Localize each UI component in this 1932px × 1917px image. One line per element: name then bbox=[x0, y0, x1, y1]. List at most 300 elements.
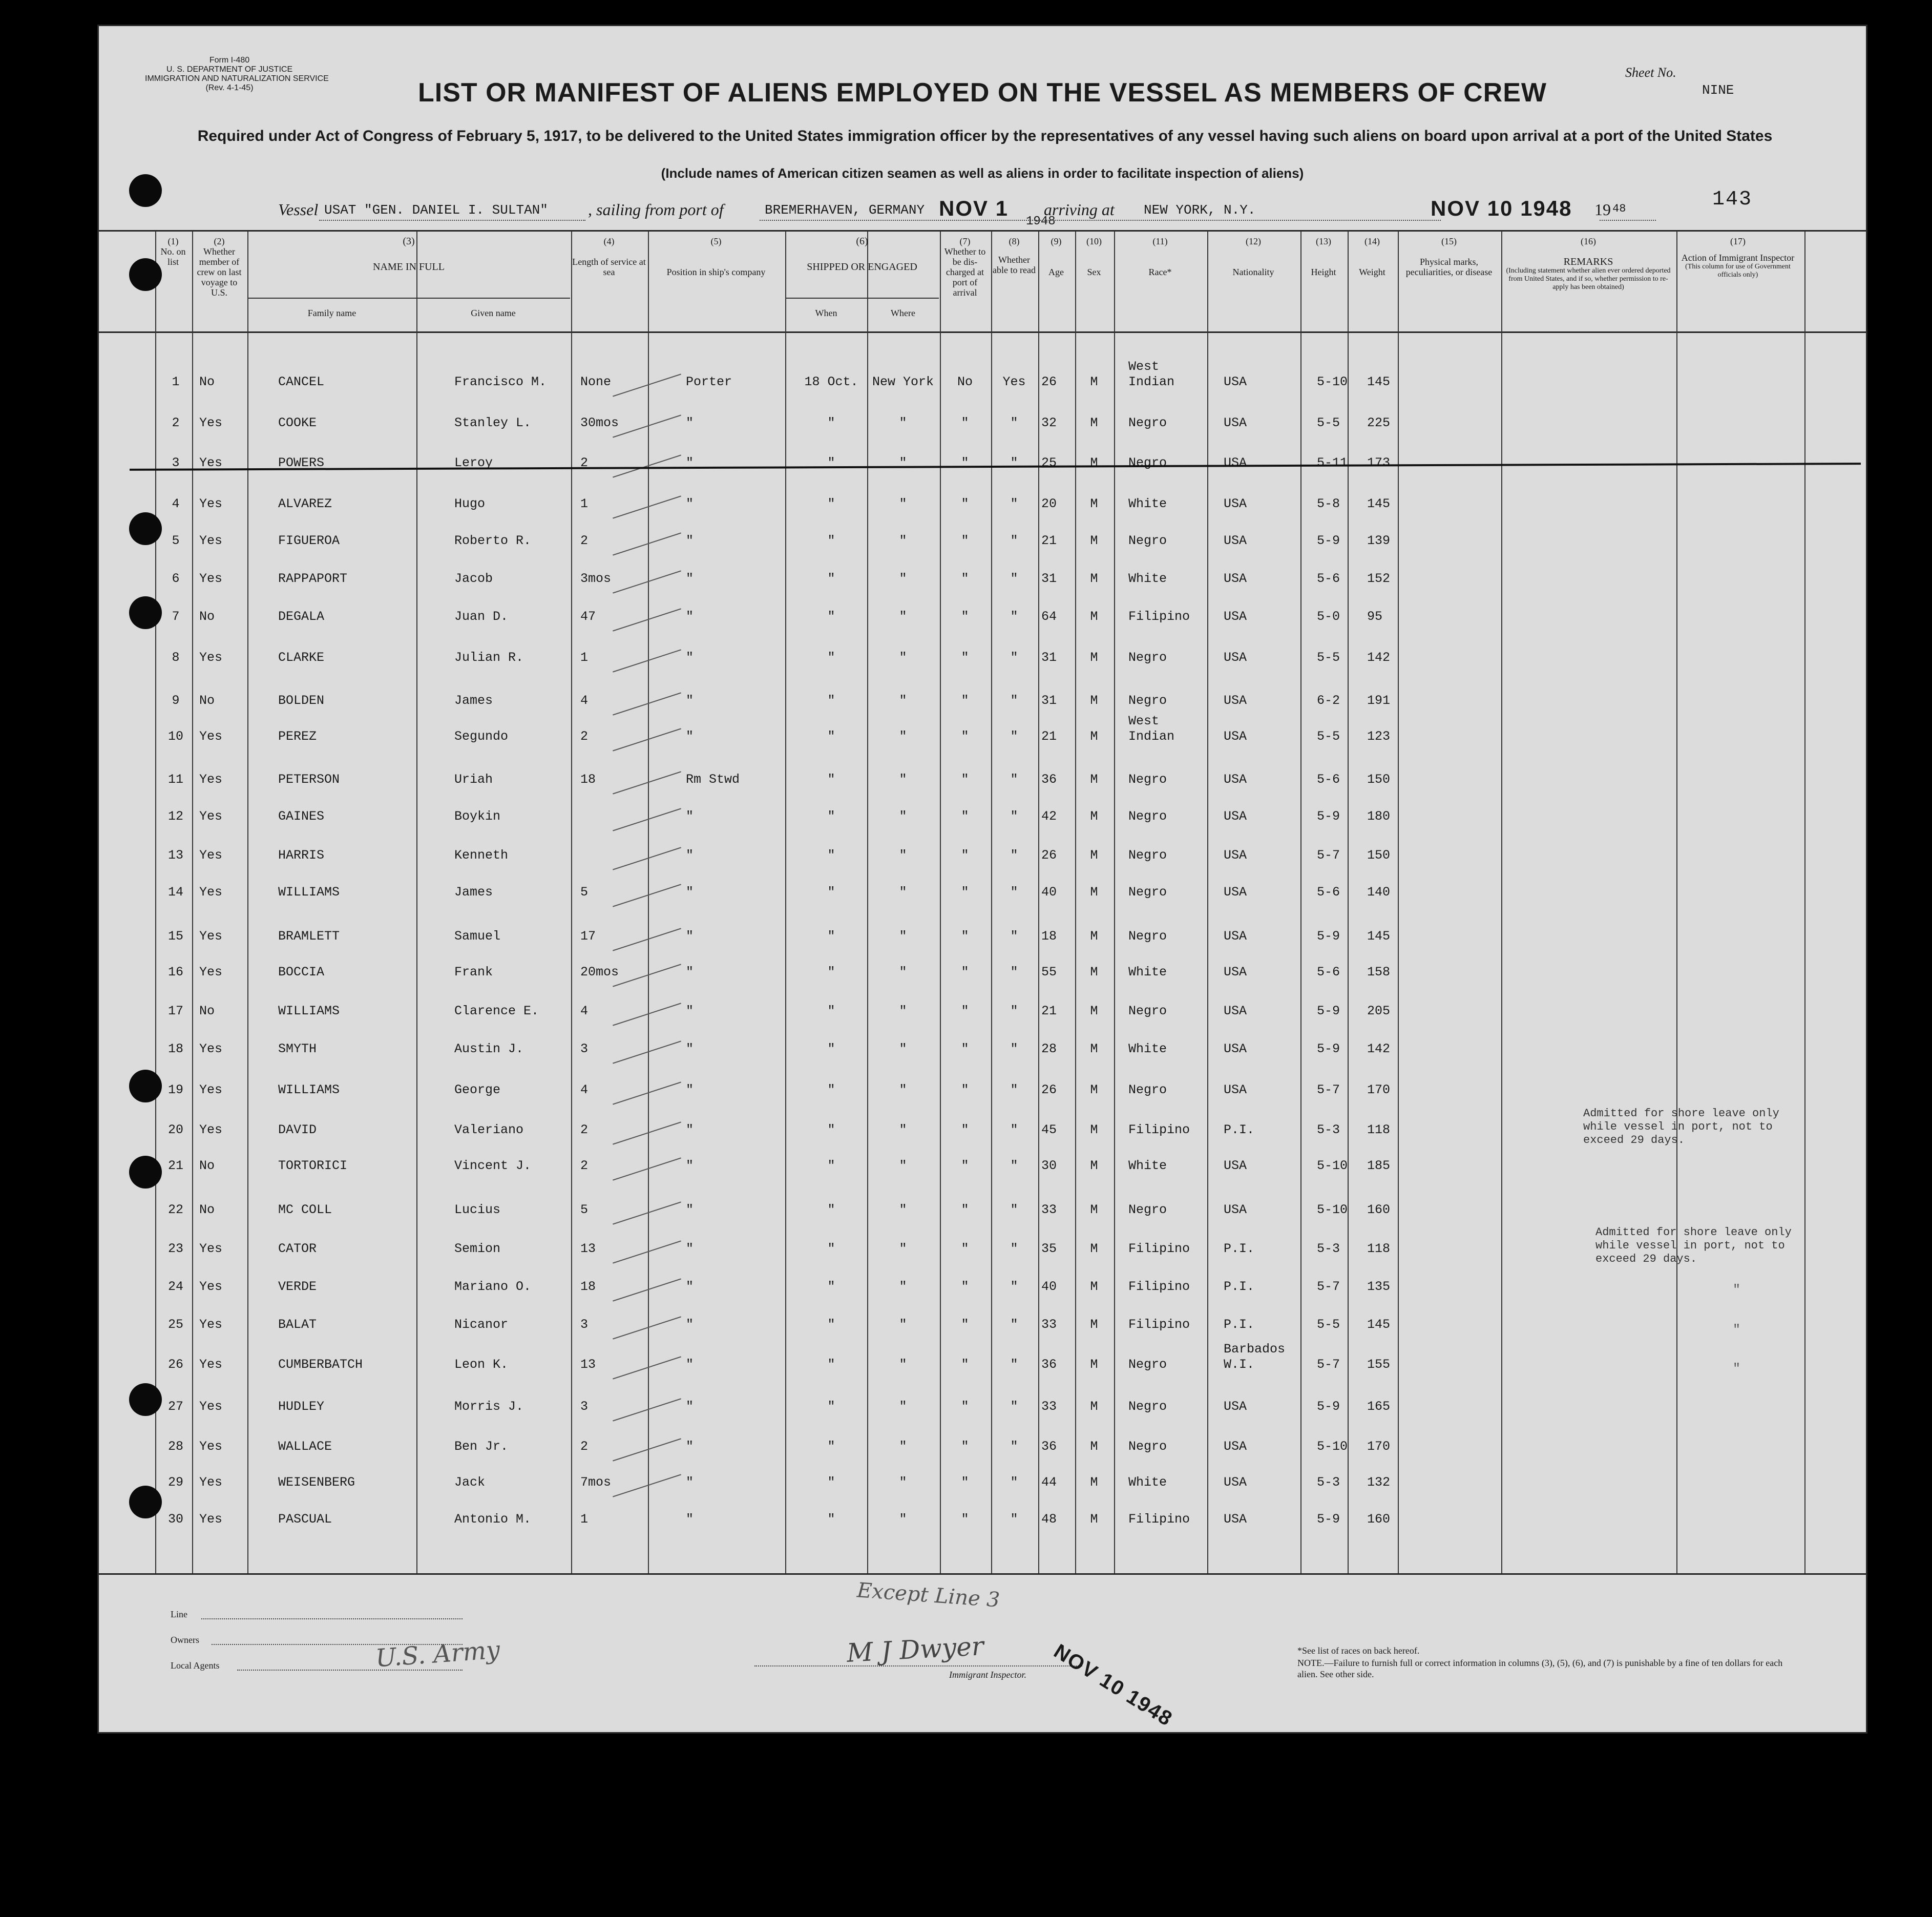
cell-disch: " bbox=[961, 1279, 969, 1294]
cell-prev: No bbox=[199, 1004, 215, 1018]
col-3-header: (3) NAME IN FULL bbox=[373, 236, 445, 273]
cell-disch: " bbox=[961, 693, 969, 708]
cell-race: Negro bbox=[1128, 533, 1167, 548]
cell-race: Filipino bbox=[1128, 1279, 1190, 1294]
cell-no: 28 bbox=[167, 1439, 183, 1454]
cell-given: Nicanor bbox=[454, 1317, 509, 1332]
cell-family: VERDE bbox=[278, 1279, 317, 1294]
cell-weight: 185 bbox=[1367, 1158, 1391, 1173]
cell-age: 32 bbox=[1041, 415, 1057, 430]
cell-family: CLARKE bbox=[278, 650, 325, 665]
cell-no: 29 bbox=[167, 1475, 183, 1490]
cell-when: " bbox=[827, 885, 835, 900]
cell-no: 23 bbox=[167, 1241, 183, 1256]
owners-label: Owners bbox=[171, 1635, 199, 1645]
port-from: BREMERHAVEN, GERMANY bbox=[765, 202, 925, 218]
cell-weight: 152 bbox=[1367, 571, 1391, 586]
col-15-header: (15) Physical marks, peculiarities, or disease bbox=[1405, 236, 1493, 277]
col-10-header: (10) Sex bbox=[1086, 236, 1102, 277]
cell-no: 4 bbox=[172, 496, 180, 511]
cell-race: White bbox=[1128, 965, 1167, 980]
cell-disch: " bbox=[961, 1082, 969, 1097]
cell-age: 26 bbox=[1041, 848, 1057, 863]
cell-nat: USA bbox=[1224, 1439, 1247, 1454]
port-to: NEW YORK, N.Y. bbox=[1144, 202, 1256, 218]
cell-nat: USA bbox=[1224, 848, 1247, 863]
cell-family: ALVAREZ bbox=[278, 496, 332, 511]
cell-race: Negro bbox=[1128, 1439, 1167, 1454]
cell-family: WILLIAMS bbox=[278, 885, 340, 900]
cell-read: " bbox=[1010, 693, 1018, 708]
cell-height: 5-7 bbox=[1317, 848, 1340, 863]
cell-race: Negro bbox=[1128, 929, 1167, 944]
cell-sex: M bbox=[1090, 415, 1098, 430]
cell-race: White bbox=[1128, 496, 1167, 511]
cell-position: " bbox=[686, 1475, 694, 1490]
cell-prev: Yes bbox=[199, 1357, 223, 1372]
cell-position: " bbox=[686, 929, 694, 944]
cell-height: 5-5 bbox=[1317, 415, 1340, 430]
col-2-header: (2) Whether member of crew on last voyage to U.S. bbox=[197, 236, 242, 298]
year-printed: 19 bbox=[1594, 200, 1611, 219]
arriving-label: arriving at bbox=[1044, 200, 1115, 219]
cell-disch: " bbox=[961, 729, 969, 744]
cell-nat: USA bbox=[1224, 965, 1247, 980]
cell-age: 55 bbox=[1041, 965, 1057, 980]
cell-race: Negro bbox=[1128, 1202, 1167, 1217]
cell-given: Segundo bbox=[454, 729, 509, 744]
cell-family: BALAT bbox=[278, 1317, 317, 1332]
cell-position: " bbox=[686, 1317, 694, 1332]
cell-weight: 155 bbox=[1367, 1357, 1391, 1372]
date-stamp-2: NOV 10 1948 bbox=[1431, 196, 1572, 220]
col-16-header: (16) REMARKS (Including statement whether alien ever ordered deported from United States, and if so, whether permission to re-apply has been obtained) bbox=[1506, 236, 1671, 291]
cell-family: HARRIS bbox=[278, 848, 325, 863]
cell-weight: 225 bbox=[1367, 415, 1391, 430]
cell-race: Negro bbox=[1128, 1357, 1167, 1372]
col-9-header: (9) Age bbox=[1048, 236, 1064, 277]
cell-service: 3 bbox=[580, 1041, 589, 1056]
cell-nat: USA bbox=[1224, 1158, 1247, 1173]
cell-sex: M bbox=[1090, 965, 1098, 980]
cell-no: 18 bbox=[167, 1041, 183, 1056]
cell-when: 18 Oct. bbox=[804, 374, 858, 389]
cell-where: " bbox=[899, 965, 907, 980]
cell-nat: USA bbox=[1224, 650, 1247, 665]
cell-given: George bbox=[454, 1082, 501, 1097]
cell-no: 20 bbox=[167, 1122, 183, 1137]
cell-height: 6-2 bbox=[1317, 693, 1340, 708]
ditto-mark: " bbox=[1733, 1361, 1741, 1376]
cell-read: " bbox=[1010, 1439, 1018, 1454]
cell-height: 5-5 bbox=[1317, 729, 1340, 744]
cell-prev: Yes bbox=[199, 1439, 223, 1454]
cell-age: 48 bbox=[1041, 1512, 1057, 1527]
cell-given: Valeriano bbox=[454, 1122, 524, 1137]
cell-prev: Yes bbox=[199, 965, 223, 980]
cell-no: 1 bbox=[172, 374, 180, 389]
cell-race: Negro bbox=[1128, 1082, 1167, 1097]
cell-family: PETERSON bbox=[278, 772, 340, 787]
vessel-label: Vessel bbox=[278, 200, 319, 219]
cell-nat: USA bbox=[1224, 1399, 1247, 1414]
cell-disch: " bbox=[961, 965, 969, 980]
cell-given: Kenneth bbox=[454, 848, 509, 863]
cell-no: 25 bbox=[167, 1317, 183, 1332]
cell-disch: " bbox=[961, 1439, 969, 1454]
cell-disch: " bbox=[961, 1399, 969, 1414]
form-dept: U. S. DEPARTMENT OF JUSTICE bbox=[166, 65, 293, 74]
cell-prev: No bbox=[199, 374, 215, 389]
cell-no: 17 bbox=[167, 1004, 183, 1018]
cell-prev: Yes bbox=[199, 533, 223, 548]
cell-no: 8 bbox=[172, 650, 180, 665]
cell-height: 5-3 bbox=[1317, 1122, 1340, 1137]
cell-position: " bbox=[686, 1004, 694, 1018]
cell-disch: " bbox=[961, 1158, 969, 1173]
sheet-number: NINE bbox=[1702, 82, 1734, 98]
cell-sex: M bbox=[1090, 772, 1098, 787]
cell-no: 19 bbox=[167, 1082, 183, 1097]
cell-no: 11 bbox=[167, 772, 183, 787]
cell-position: Porter bbox=[686, 374, 732, 389]
cell-given: Morris J. bbox=[454, 1399, 524, 1414]
cell-no: 6 bbox=[172, 571, 180, 586]
cell-height: 5-3 bbox=[1317, 1475, 1340, 1490]
cell-nat: USA bbox=[1224, 533, 1247, 548]
cell-position: " bbox=[686, 1279, 694, 1294]
cell-height: 5-6 bbox=[1317, 772, 1340, 787]
cell-given: Stanley L. bbox=[454, 415, 532, 430]
cell-where: " bbox=[899, 929, 907, 944]
cell-where: " bbox=[899, 1202, 907, 1217]
cell-where: New York bbox=[872, 374, 934, 389]
col-4-header: (4) Length of service at sea bbox=[572, 236, 646, 277]
cell-where: " bbox=[899, 1399, 907, 1414]
cell-sex: M bbox=[1090, 1439, 1098, 1454]
cell-race: White bbox=[1128, 571, 1167, 586]
cell-race: Negro bbox=[1128, 885, 1167, 900]
cell-prev: Yes bbox=[199, 772, 223, 787]
cell-service: 2 bbox=[580, 1158, 589, 1173]
cell-height: 5-9 bbox=[1317, 1004, 1340, 1018]
vessel-name: USAT "GEN. DANIEL I. SULTAN" bbox=[324, 202, 548, 218]
cell-when: " bbox=[827, 1122, 835, 1137]
cell-prev: Yes bbox=[199, 496, 223, 511]
cell-where: " bbox=[899, 693, 907, 708]
cell-height: 5-8 bbox=[1317, 496, 1340, 511]
cell-sex: M bbox=[1090, 374, 1098, 389]
col-1-header: (1) No. on list bbox=[160, 236, 186, 267]
cell-prev: Yes bbox=[199, 848, 223, 863]
agents-label: Local Agents bbox=[171, 1660, 220, 1671]
cell-prev: Yes bbox=[199, 1512, 223, 1527]
cell-weight: 150 bbox=[1367, 772, 1391, 787]
cell-family: BOLDEN bbox=[278, 693, 325, 708]
cell-given: Roberto R. bbox=[454, 533, 532, 548]
cell-service: 17 bbox=[580, 929, 596, 944]
cell-sex: M bbox=[1090, 1082, 1098, 1097]
cell-height: 5-6 bbox=[1317, 965, 1340, 980]
remark-stamp: Admitted for shore leave only while vessel in port, not to exceed 29 days. bbox=[1595, 1226, 1792, 1265]
cell-family: CANCEL bbox=[278, 374, 325, 389]
cell-where: " bbox=[899, 415, 907, 430]
cell-given: Jack bbox=[454, 1475, 486, 1490]
cell-position: " bbox=[686, 1439, 694, 1454]
cell-prev: No bbox=[199, 1158, 215, 1173]
cell-height: 5-5 bbox=[1317, 650, 1340, 665]
cell-service: 13 bbox=[580, 1357, 596, 1372]
cell-age: 35 bbox=[1041, 1241, 1057, 1256]
cell-no: 16 bbox=[167, 965, 183, 980]
cell-when: " bbox=[827, 1241, 835, 1256]
cell-family: CATOR bbox=[278, 1241, 317, 1256]
cell-disch: " bbox=[961, 772, 969, 787]
sheet-label: Sheet No. bbox=[1625, 65, 1676, 80]
cell-race: White bbox=[1128, 1041, 1167, 1056]
cell-service: 3mos bbox=[580, 571, 612, 586]
cell-service: None bbox=[580, 374, 612, 389]
binder-hole bbox=[129, 1070, 162, 1102]
cell-no: 9 bbox=[172, 693, 180, 708]
cell-where: " bbox=[899, 609, 907, 624]
cell-when: " bbox=[827, 1004, 835, 1018]
cell-age: 36 bbox=[1041, 772, 1057, 787]
cell-no: 22 bbox=[167, 1202, 183, 1217]
cell-read: " bbox=[1010, 1241, 1018, 1256]
cell-weight: 180 bbox=[1367, 809, 1391, 824]
cell-age: 26 bbox=[1041, 374, 1057, 389]
cell-weight: 145 bbox=[1367, 1317, 1391, 1332]
cell-position: Rm Stwd bbox=[686, 772, 740, 787]
cell-weight: 118 bbox=[1367, 1122, 1391, 1137]
form-service: IMMIGRATION AND NATURALIZATION SERVICE bbox=[145, 74, 329, 83]
cell-race: Negro bbox=[1128, 693, 1167, 708]
cell-sex: M bbox=[1090, 1158, 1098, 1173]
line-label: Line bbox=[171, 1609, 187, 1619]
cell-nat: USA bbox=[1224, 415, 1247, 430]
cell-read: " bbox=[1010, 1082, 1018, 1097]
cell-read: " bbox=[1010, 1475, 1018, 1490]
cell-position: " bbox=[686, 1357, 694, 1372]
cell-where: " bbox=[899, 1439, 907, 1454]
cell-race: Negro bbox=[1128, 455, 1167, 470]
cell-where: " bbox=[899, 772, 907, 787]
cell-prev: No bbox=[199, 1202, 215, 1217]
cell-race: Negro bbox=[1128, 415, 1167, 430]
cell-sex: M bbox=[1090, 693, 1098, 708]
cell-no: 2 bbox=[172, 415, 180, 430]
cell-position: " bbox=[686, 1512, 694, 1527]
cell-sex: M bbox=[1090, 1004, 1098, 1018]
cell-nat: USA bbox=[1224, 1004, 1247, 1018]
cell-where: " bbox=[899, 533, 907, 548]
cell-height: 5-9 bbox=[1317, 809, 1340, 824]
cell-prev: Yes bbox=[199, 885, 223, 900]
cell-nat: USA bbox=[1224, 1475, 1247, 1490]
cell-disch: " bbox=[961, 929, 969, 944]
cell-race: Filipino bbox=[1128, 1317, 1190, 1332]
cell-position: " bbox=[686, 1158, 694, 1173]
cell-where: " bbox=[899, 1241, 907, 1256]
year-typed: 48 bbox=[1612, 202, 1626, 215]
cell-disch: No bbox=[957, 374, 973, 389]
cell-given: Ben Jr. bbox=[454, 1439, 509, 1454]
cell-prev: Yes bbox=[199, 809, 223, 824]
cell-read: " bbox=[1010, 1202, 1018, 1217]
cell-service: 2 bbox=[580, 729, 589, 744]
ditto-mark: " bbox=[1733, 1322, 1741, 1337]
cell-prev: No bbox=[199, 609, 215, 624]
manifest-sheet bbox=[97, 25, 1867, 1734]
cell-disch: " bbox=[961, 1241, 969, 1256]
cell-prev: No bbox=[199, 693, 215, 708]
cell-age: 20 bbox=[1041, 496, 1057, 511]
sailing-label: , sailing from port of bbox=[588, 200, 724, 219]
cell-no: 21 bbox=[167, 1158, 183, 1173]
binder-hole bbox=[129, 258, 162, 291]
cell-weight: 118 bbox=[1367, 1241, 1391, 1256]
cell-read: " bbox=[1010, 885, 1018, 900]
binder-hole bbox=[129, 174, 162, 207]
cell-where: " bbox=[899, 1158, 907, 1173]
cell-where: " bbox=[899, 571, 907, 586]
cell-age: 40 bbox=[1041, 1279, 1057, 1294]
cell-position: " bbox=[686, 809, 694, 824]
cell-family: BRAMLETT bbox=[278, 929, 340, 944]
cell-disch: " bbox=[961, 848, 969, 863]
cell-sex: M bbox=[1090, 1202, 1098, 1217]
cell-read: " bbox=[1010, 533, 1018, 548]
cell-when: " bbox=[827, 1082, 835, 1097]
cell-read: " bbox=[1010, 415, 1018, 430]
cell-when: " bbox=[827, 693, 835, 708]
cell-sex: M bbox=[1090, 1041, 1098, 1056]
cell-read: " bbox=[1010, 772, 1018, 787]
cell-prev: Yes bbox=[199, 1317, 223, 1332]
cell-position: " bbox=[686, 1082, 694, 1097]
cell-height: 5-10 bbox=[1317, 374, 1348, 389]
cell-family: GAINES bbox=[278, 809, 325, 824]
cell-sex: M bbox=[1090, 533, 1098, 548]
cell-height: 5-9 bbox=[1317, 533, 1340, 548]
cell-service: 18 bbox=[580, 1279, 596, 1294]
cell-given: Jacob bbox=[454, 571, 493, 586]
cell-no: 10 bbox=[167, 729, 183, 744]
cell-when: " bbox=[827, 848, 835, 863]
cell-position: " bbox=[686, 609, 694, 624]
cell-sex: M bbox=[1090, 1399, 1098, 1414]
cell-service: 1 bbox=[580, 650, 589, 665]
cell-prev: Yes bbox=[199, 1399, 223, 1414]
cell-when: " bbox=[827, 1202, 835, 1217]
cell-sex: M bbox=[1090, 650, 1098, 665]
cell-prev: Yes bbox=[199, 729, 223, 744]
cell-age: 40 bbox=[1041, 885, 1057, 900]
cell-disch: " bbox=[961, 533, 969, 548]
cell-position: " bbox=[686, 885, 694, 900]
cell-prev: Yes bbox=[199, 650, 223, 665]
page-title: LIST OR MANIFEST OF ALIENS EMPLOYED ON THE VESSEL AS MEMBERS OF CREW bbox=[418, 78, 1547, 108]
col-5-header: (5) Position in ship's company bbox=[666, 236, 766, 277]
cell-service: 2 bbox=[580, 1122, 589, 1137]
cell-weight: 158 bbox=[1367, 965, 1391, 980]
cell-where: " bbox=[899, 885, 907, 900]
cell-read: " bbox=[1010, 848, 1018, 863]
cell-prev: Yes bbox=[199, 1279, 223, 1294]
cell-where: " bbox=[899, 1004, 907, 1018]
cell-no: 13 bbox=[167, 848, 183, 863]
cell-family: CUMBERBATCH bbox=[278, 1357, 363, 1372]
col-12-header: (12) Nationality bbox=[1232, 236, 1274, 277]
cell-age: 36 bbox=[1041, 1439, 1057, 1454]
cell-where: " bbox=[899, 1041, 907, 1056]
cell-disch: " bbox=[961, 455, 969, 470]
cell-sex: M bbox=[1090, 496, 1098, 511]
cell-disch: " bbox=[961, 650, 969, 665]
cell-weight: 135 bbox=[1367, 1279, 1391, 1294]
cell-age: 31 bbox=[1041, 571, 1057, 586]
cell-nat: USA bbox=[1224, 929, 1247, 944]
cell-age: 21 bbox=[1041, 729, 1057, 744]
cell-given: Samuel bbox=[454, 929, 501, 944]
cell-given: Vincent J. bbox=[454, 1158, 532, 1173]
cell-sex: M bbox=[1090, 1241, 1098, 1256]
cell-position: " bbox=[686, 650, 694, 665]
cell-disch: " bbox=[961, 609, 969, 624]
races-note: *See list of races on back hereof. bbox=[1297, 1645, 1420, 1656]
cell-position: " bbox=[686, 1041, 694, 1056]
date-stamp-1: NOV 1 bbox=[939, 196, 1009, 220]
cell-when: " bbox=[827, 1158, 835, 1173]
cell-nat: USA bbox=[1224, 609, 1247, 624]
binder-hole bbox=[129, 596, 162, 629]
cell-disch: " bbox=[961, 1357, 969, 1372]
cell-height: 5-11 bbox=[1317, 455, 1348, 470]
cell-height: 5-6 bbox=[1317, 885, 1340, 900]
cell-nat: USA bbox=[1224, 571, 1247, 586]
cell-service: 30mos bbox=[580, 415, 619, 430]
cell-nat: USA bbox=[1224, 1512, 1247, 1527]
cell-race: Negro bbox=[1128, 1004, 1167, 1018]
cell-given: Mariano O. bbox=[454, 1279, 532, 1294]
cell-age: 30 bbox=[1041, 1158, 1057, 1173]
cell-weight: 142 bbox=[1367, 1041, 1391, 1056]
cell-age: 42 bbox=[1041, 809, 1057, 824]
cell-race: Filipino bbox=[1128, 1512, 1190, 1527]
cell-given: Clarence E. bbox=[454, 1004, 539, 1018]
cell-sex: M bbox=[1090, 1279, 1098, 1294]
cell-read: " bbox=[1010, 1357, 1018, 1372]
cell-position: " bbox=[686, 571, 694, 586]
cell-where: " bbox=[899, 650, 907, 665]
agents-signature: U.S. Army bbox=[374, 1635, 501, 1673]
cell-disch: " bbox=[961, 1512, 969, 1527]
cell-race: West Indian bbox=[1128, 359, 1175, 389]
cell-disch: " bbox=[961, 496, 969, 511]
cell-when: " bbox=[827, 1317, 835, 1332]
cell-prev: Yes bbox=[199, 1241, 223, 1256]
cell-race: White bbox=[1128, 1475, 1167, 1490]
cell-height: 5-7 bbox=[1317, 1082, 1340, 1097]
cell-height: 5-9 bbox=[1317, 1399, 1340, 1414]
cell-when: " bbox=[827, 1512, 835, 1527]
ditto-mark: " bbox=[1733, 1282, 1741, 1297]
cell-sex: M bbox=[1090, 571, 1098, 586]
cell-when: " bbox=[827, 809, 835, 824]
cell-where: " bbox=[899, 1357, 907, 1372]
cell-when: " bbox=[827, 1357, 835, 1372]
